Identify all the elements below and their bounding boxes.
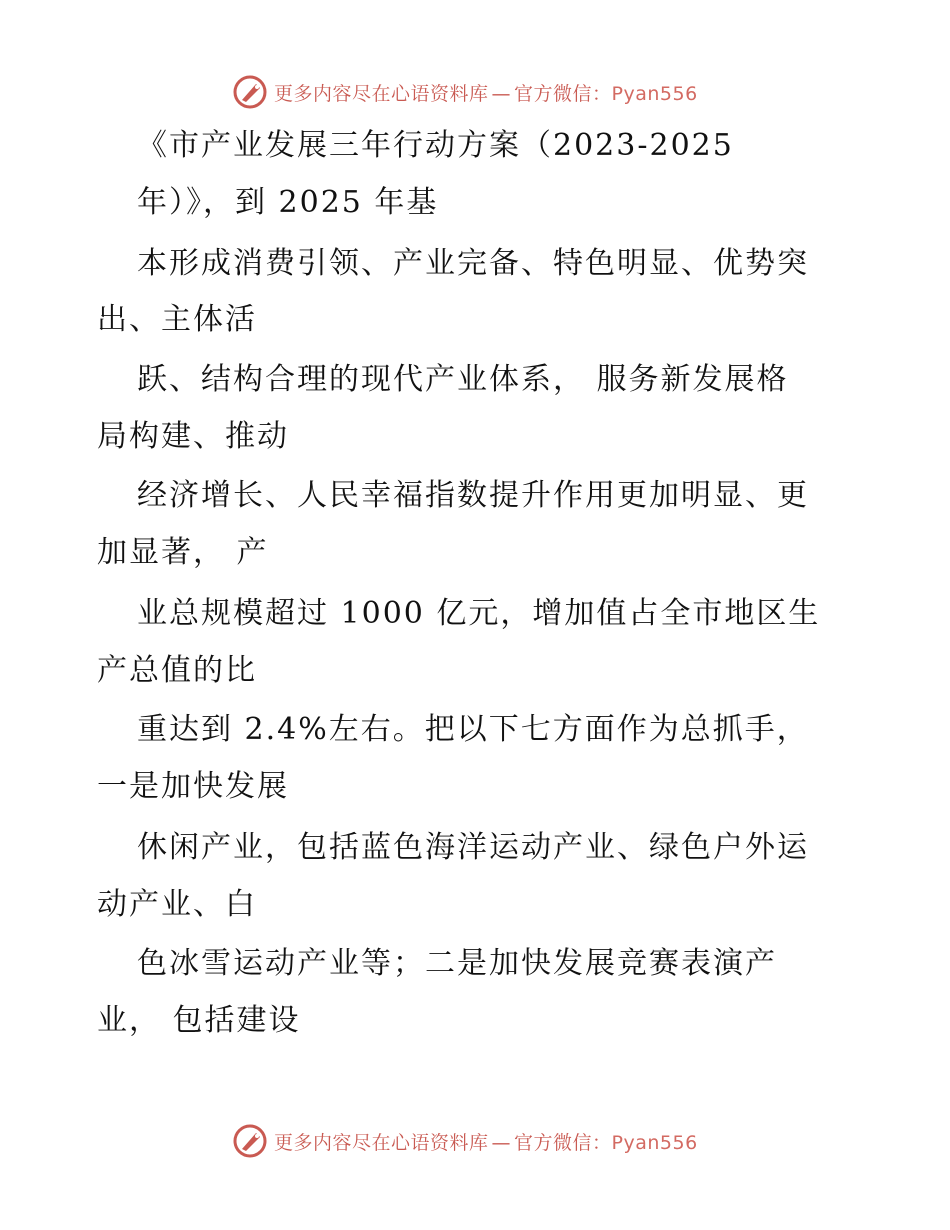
watermark-text: 更多内容尽在心语资料库 — 官方微信：Pyan556 bbox=[274, 82, 698, 105]
pen-nib-logo-icon bbox=[232, 1123, 268, 1159]
text-line: 年）》，到 2025 年基 bbox=[137, 185, 439, 220]
watermark-text: 更多内容尽在心语资料库 — 官方微信：Pyan556 bbox=[274, 1131, 698, 1154]
text-line: 出、主体活 bbox=[97, 302, 257, 337]
text-line: 经济增长、人民幸福指数提升作用更加明显、更 bbox=[137, 478, 809, 513]
text-line: 加显著， 产 bbox=[97, 535, 269, 570]
footer-watermark bbox=[232, 1121, 698, 1161]
text-line: 色冰雪运动产业等；二是加快发展竞赛表演产 bbox=[137, 946, 777, 981]
pen-nib-logo-icon bbox=[232, 74, 268, 110]
text-line: 业， 包括建设 bbox=[97, 1003, 301, 1038]
text-line: 重达到 2.4%左右。把以下七方面作为总抓手， bbox=[137, 712, 809, 747]
text-line: 产总值的比 bbox=[97, 653, 257, 688]
text-line: 业总规模超过 1000 亿元，增加值占全市地区生 bbox=[137, 596, 821, 631]
text-line: 跃、结构合理的现代产业体系， 服务新发展格 bbox=[137, 362, 789, 397]
text-line: 本形成消费引领、产业完备、特色明显、优势突 bbox=[137, 246, 809, 281]
text-line: 一是加快发展 bbox=[97, 769, 289, 804]
text-line: 《市产业发展三年行动方案（2023-2025 bbox=[137, 128, 734, 163]
text-line: 局构建、推动 bbox=[97, 419, 289, 454]
text-line: 休闲产业，包括蓝色海洋运动产业、绿色户外运 bbox=[137, 830, 809, 865]
header-watermark bbox=[232, 72, 698, 112]
text-line: 动产业、白 bbox=[97, 887, 257, 922]
